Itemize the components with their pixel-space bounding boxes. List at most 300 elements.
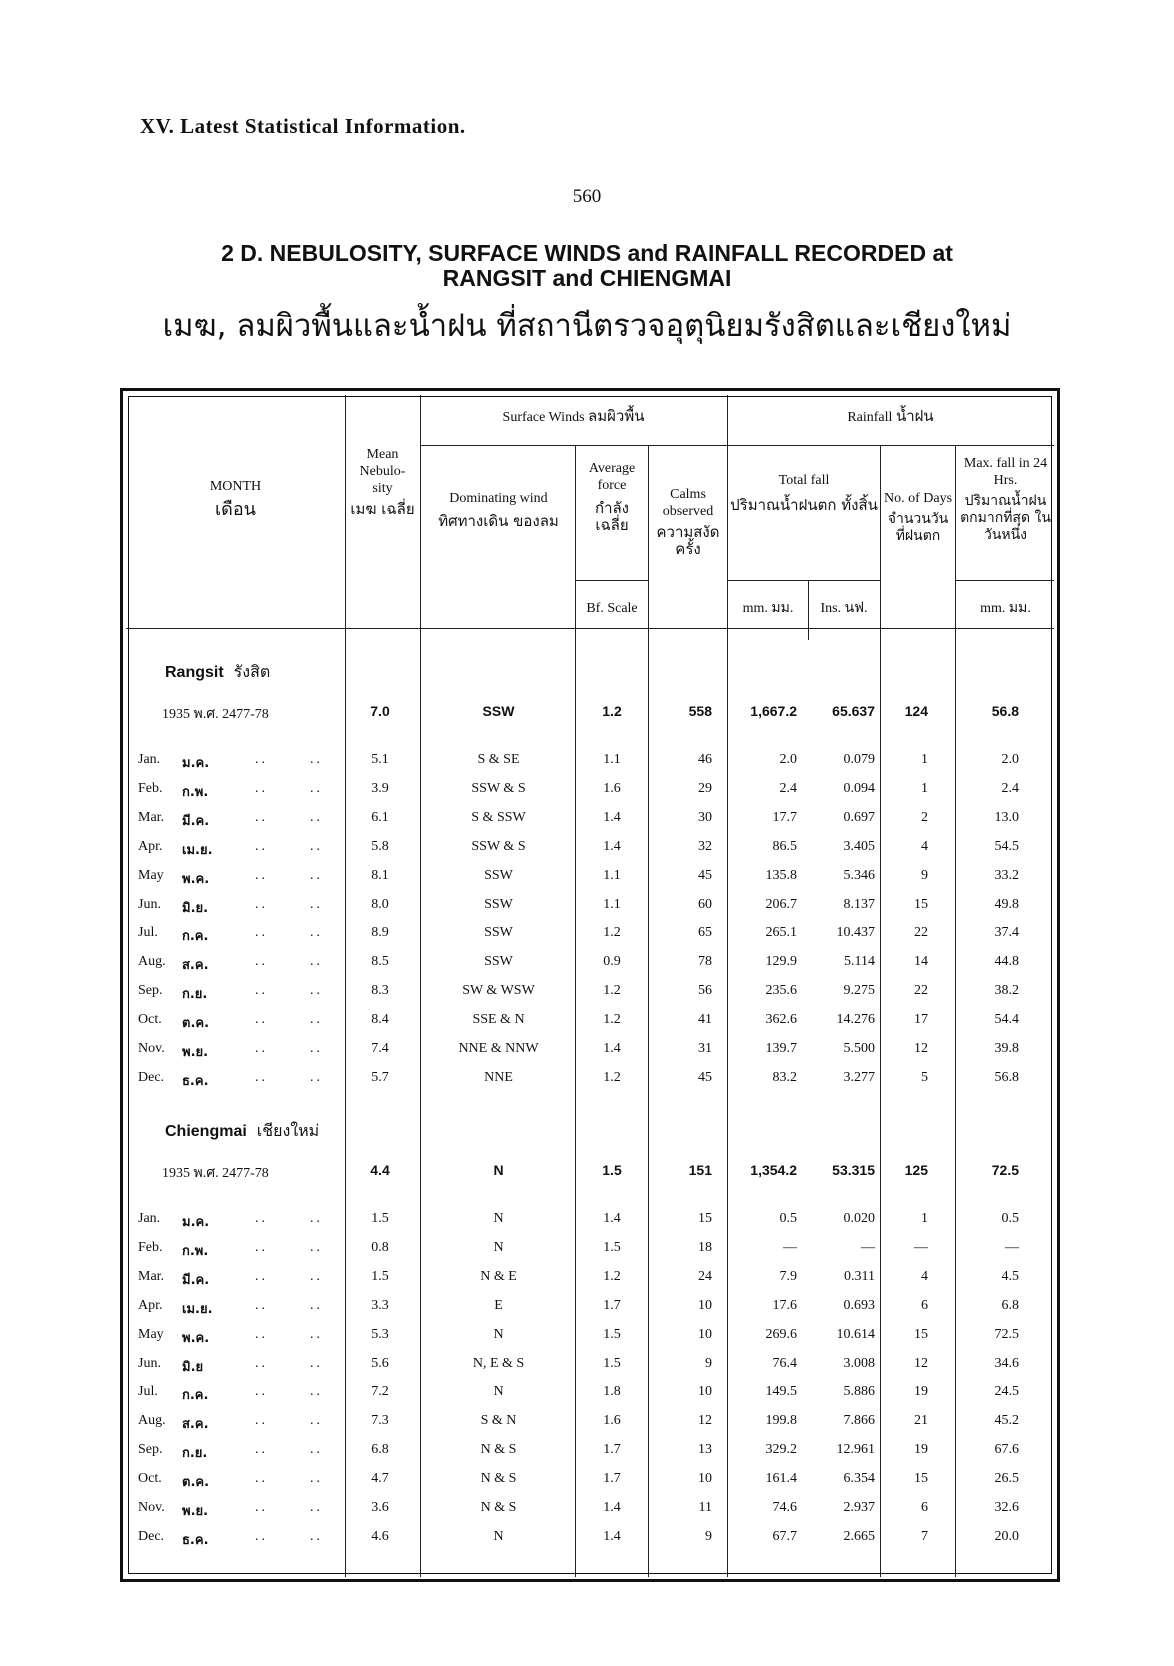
cell-mm: 149.5 xyxy=(765,1384,797,1399)
cell-wind: SSE & N xyxy=(472,1012,525,1027)
summary-label: 1935 พ.ศ. 2477-78 xyxy=(162,1166,269,1181)
cell-wind: N xyxy=(493,1529,504,1544)
cell-max: 26.5 xyxy=(994,1471,1019,1486)
cell-days: 14 xyxy=(914,954,928,969)
cell-wind: N xyxy=(493,1384,504,1399)
leader-dots: .. xyxy=(310,1012,323,1027)
cell-nebulosity: 8.9 xyxy=(371,925,389,940)
cell-nebulosity: 0.8 xyxy=(371,1240,389,1255)
summary-wind: N xyxy=(493,1162,504,1178)
month-th: มิ.ย. xyxy=(182,901,209,916)
cell-force: 1.1 xyxy=(603,752,621,767)
summary-max: 72.5 xyxy=(991,1162,1019,1178)
header-total-fall: Total fall ปริมาณน้ำฝนตก ทั้งสิ้น xyxy=(730,473,878,514)
cell-max: 34.6 xyxy=(994,1356,1019,1371)
cell-days: 5 xyxy=(921,1070,928,1085)
header-mm: mm. มม. xyxy=(742,601,794,616)
leader-dots: .. xyxy=(310,983,323,998)
leader-dots: .. xyxy=(255,839,268,854)
cell-mm: 139.7 xyxy=(765,1041,797,1056)
cell-nebulosity: 4.7 xyxy=(371,1471,389,1486)
summary-nebulosity: 4.4 xyxy=(370,1162,390,1178)
cell-calms: 24 xyxy=(698,1269,712,1284)
cell-max: 24.5 xyxy=(994,1384,1019,1399)
month-th: มี.ค. xyxy=(182,814,210,829)
cell-days: 15 xyxy=(914,1327,928,1342)
cell-calms: 78 xyxy=(698,954,712,969)
cell-max: 67.6 xyxy=(994,1442,1019,1457)
month-th: ส.ค. xyxy=(182,958,209,973)
cell-ins: 8.137 xyxy=(843,897,875,912)
summary-mm: 1,354.2 xyxy=(750,1162,797,1178)
cell-days: 6 xyxy=(921,1298,928,1313)
month-en: Dec. xyxy=(138,1529,165,1544)
cell-max: 33.2 xyxy=(994,868,1019,883)
cell-mm: 161.4 xyxy=(765,1471,797,1486)
leader-dots: .. xyxy=(310,1442,323,1457)
month-th: ก.พ. xyxy=(182,1244,209,1259)
month-th: ธ.ค. xyxy=(182,1074,209,1089)
header-divider xyxy=(955,580,1054,581)
cell-mm: 199.8 xyxy=(765,1413,797,1428)
month-en: Jun. xyxy=(138,897,161,912)
cell-wind: S & N xyxy=(480,1413,517,1428)
month-en: Jul. xyxy=(138,925,158,940)
month-th: ต.ค. xyxy=(182,1016,210,1031)
cell-days: 12 xyxy=(914,1041,928,1056)
month-th: ก.ย. xyxy=(182,987,208,1002)
leader-dots: .. xyxy=(255,1384,268,1399)
cell-wind: SSW & S xyxy=(471,839,526,854)
leader-dots: .. xyxy=(255,1041,268,1056)
cell-force: 0.9 xyxy=(603,954,621,969)
cell-nebulosity: 3.3 xyxy=(371,1298,389,1313)
leader-dots: .. xyxy=(310,810,323,825)
cell-days: 22 xyxy=(914,983,928,998)
cell-mm: 17.7 xyxy=(772,810,797,825)
leader-dots: .. xyxy=(310,897,323,912)
month-en: Aug. xyxy=(138,954,166,969)
cell-mm: 235.6 xyxy=(765,983,797,998)
leader-dots: .. xyxy=(255,1012,268,1027)
section-heading: XV. Latest Statistical Information. xyxy=(140,114,466,138)
station-name: Rangsit xyxy=(165,664,224,681)
month-en: Oct. xyxy=(138,1471,162,1486)
summary-calms: 151 xyxy=(688,1162,712,1178)
cell-wind: SSW xyxy=(484,925,513,940)
cell-days: 1 xyxy=(921,1211,928,1226)
cell-nebulosity: 8.0 xyxy=(371,897,389,912)
leader-dots: .. xyxy=(255,1471,268,1486)
leader-dots: .. xyxy=(255,954,268,969)
header-bottom-rule xyxy=(126,628,1054,629)
cell-max: 54.4 xyxy=(994,1012,1019,1027)
header-max-fall: Max. fall in 24 Hrs. ปริมาณน้ำฝน ตกมากที่สุด ในวันหนึ่ง xyxy=(960,456,1051,543)
leader-dots: .. xyxy=(310,1529,323,1544)
cell-ins: — xyxy=(861,1240,875,1255)
cell-ins: 5.886 xyxy=(843,1384,875,1399)
summary-max: 56.8 xyxy=(991,703,1019,719)
cell-days: 21 xyxy=(914,1413,928,1428)
header-divider xyxy=(575,580,648,581)
cell-ins: 14.276 xyxy=(836,1012,875,1027)
cell-nebulosity: 4.6 xyxy=(371,1529,389,1544)
cell-days: 12 xyxy=(914,1356,928,1371)
cell-ins: 7.866 xyxy=(843,1413,875,1428)
cell-max: 6.8 xyxy=(1001,1298,1019,1313)
cell-force: 1.6 xyxy=(603,1413,621,1428)
cell-ins: 0.079 xyxy=(843,752,875,767)
month-th: เม.ย. xyxy=(182,843,213,858)
cell-wind: NNE & NNW xyxy=(458,1041,539,1056)
cell-max: 39.8 xyxy=(994,1041,1019,1056)
month-en: Nov. xyxy=(138,1500,165,1515)
cell-wind: E xyxy=(494,1298,503,1313)
month-en: Jan. xyxy=(138,1211,161,1226)
leader-dots: .. xyxy=(310,1500,323,1515)
cell-max: 2.0 xyxy=(1001,752,1019,767)
column-divider xyxy=(648,445,649,1577)
cell-max: 2.4 xyxy=(1001,781,1019,796)
cell-days: 9 xyxy=(921,868,928,883)
table-title-line-1: 2 D. NEBULOSITY, SURFACE WINDS and RAINFALL RECORDED at xyxy=(221,240,953,266)
cell-ins: 5.114 xyxy=(844,954,875,969)
leader-dots: .. xyxy=(310,1384,323,1399)
cell-mm: 76.4 xyxy=(772,1356,797,1371)
cell-force: 1.4 xyxy=(603,1529,621,1544)
leader-dots: .. xyxy=(310,781,323,796)
cell-ins: 3.008 xyxy=(843,1356,875,1371)
station-name: Chiengmai xyxy=(165,1123,247,1140)
cell-calms: 30 xyxy=(698,810,712,825)
cell-mm: 74.6 xyxy=(772,1500,797,1515)
cell-mm: 129.9 xyxy=(765,954,797,969)
leader-dots: .. xyxy=(310,1269,323,1284)
cell-mm: 83.2 xyxy=(772,1070,797,1085)
header-divider xyxy=(420,445,1054,446)
cell-wind: N & E xyxy=(480,1269,517,1284)
cell-wind: SSW & S xyxy=(471,781,526,796)
cell-ins: 0.693 xyxy=(843,1298,875,1313)
column-divider xyxy=(420,395,421,1577)
leader-dots: .. xyxy=(255,1269,268,1284)
column-divider xyxy=(727,395,728,1577)
cell-max: 72.5 xyxy=(994,1327,1019,1342)
month-en: Aug. xyxy=(138,1413,166,1428)
cell-days: 22 xyxy=(914,925,928,940)
cell-max: 54.5 xyxy=(994,839,1019,854)
header-dominating-wind: Dominating wind ทิศทางเดิน ของลม xyxy=(438,491,559,530)
month-th: ธ.ค. xyxy=(182,1533,209,1548)
month-en: Jul. xyxy=(138,1384,158,1399)
leader-dots: .. xyxy=(255,983,268,998)
leader-dots: .. xyxy=(255,1442,268,1457)
cell-wind: SSW xyxy=(484,868,513,883)
leader-dots: .. xyxy=(255,868,268,883)
cell-ins: 0.311 xyxy=(844,1269,875,1284)
cell-mm: 17.6 xyxy=(772,1298,797,1313)
month-en: Mar. xyxy=(138,810,165,825)
leader-dots: .. xyxy=(255,1413,268,1428)
cell-wind: S & SE xyxy=(477,752,520,767)
header-bf-scale: Bf. Scale xyxy=(586,601,638,616)
cell-calms: 65 xyxy=(698,925,712,940)
summary-force: 1.5 xyxy=(602,1162,622,1178)
cell-nebulosity: 6.1 xyxy=(371,810,389,825)
leader-dots: .. xyxy=(310,839,323,854)
column-divider xyxy=(345,395,346,1577)
cell-calms: 13 xyxy=(698,1442,712,1457)
cell-mm: 86.5 xyxy=(772,839,797,854)
header-days: No. of Days จำนวนวัน ที่ฝนตก xyxy=(883,491,953,544)
cell-calms: 18 xyxy=(698,1240,712,1255)
cell-force: 1.5 xyxy=(603,1327,621,1342)
cell-days: 17 xyxy=(914,1012,928,1027)
cell-calms: 10 xyxy=(698,1471,712,1486)
station-heading xyxy=(165,660,270,685)
cell-nebulosity: 8.1 xyxy=(371,868,389,883)
cell-ins: 2.665 xyxy=(843,1529,875,1544)
cell-ins: 5.500 xyxy=(843,1041,875,1056)
cell-days: 19 xyxy=(914,1384,928,1399)
leader-dots: .. xyxy=(255,897,268,912)
cell-force: 1.1 xyxy=(603,868,621,883)
summary-mm: 1,667.2 xyxy=(750,703,797,719)
cell-ins: 2.937 xyxy=(843,1500,875,1515)
cell-mm: 0.5 xyxy=(779,1211,797,1226)
cell-max: 56.8 xyxy=(994,1070,1019,1085)
cell-force: 1.2 xyxy=(603,1269,621,1284)
cell-nebulosity: 7.2 xyxy=(371,1384,389,1399)
cell-force: 1.5 xyxy=(603,1240,621,1255)
month-th: พ.ค. xyxy=(182,1331,210,1346)
cell-wind: N & S xyxy=(480,1442,517,1457)
cell-mm: 135.8 xyxy=(765,868,797,883)
cell-nebulosity: 3.6 xyxy=(371,1500,389,1515)
cell-max: 37.4 xyxy=(994,925,1019,940)
cell-ins: 3.405 xyxy=(843,839,875,854)
summary-ins: 53.315 xyxy=(832,1162,875,1178)
cell-force: 1.7 xyxy=(603,1442,621,1457)
cell-ins: 10.614 xyxy=(836,1327,875,1342)
cell-mm: 2.4 xyxy=(779,781,797,796)
cell-mm: 265.1 xyxy=(765,925,797,940)
cell-force: 1.5 xyxy=(603,1356,621,1371)
cell-days: 1 xyxy=(921,752,928,767)
cell-force: 1.2 xyxy=(603,1070,621,1085)
month-th: ม.ค. xyxy=(182,1215,210,1230)
cell-wind: N xyxy=(493,1240,504,1255)
cell-nebulosity: 5.6 xyxy=(371,1356,389,1371)
leader-dots: .. xyxy=(255,1529,268,1544)
cell-calms: 29 xyxy=(698,781,712,796)
cell-mm: 206.7 xyxy=(765,897,797,912)
cell-wind: N xyxy=(493,1211,504,1226)
month-th: ม.ค. xyxy=(182,756,210,771)
cell-days: 15 xyxy=(914,897,928,912)
month-th: ส.ค. xyxy=(182,1417,209,1432)
cell-calms: 46 xyxy=(698,752,712,767)
cell-max: 13.0 xyxy=(994,810,1019,825)
cell-calms: 60 xyxy=(698,897,712,912)
cell-calms: 12 xyxy=(698,1413,712,1428)
cell-wind: N & S xyxy=(480,1500,517,1515)
cell-days: — xyxy=(914,1240,928,1255)
month-th: เม.ย. xyxy=(182,1302,213,1317)
summary-days: 124 xyxy=(904,703,928,719)
cell-force: 1.1 xyxy=(603,897,621,912)
month-en: Nov. xyxy=(138,1041,165,1056)
cell-wind: SSW xyxy=(484,897,513,912)
cell-days: 2 xyxy=(921,810,928,825)
cell-days: 15 xyxy=(914,1471,928,1486)
header-mm-max: mm. มม. xyxy=(980,601,1031,616)
month-en: May xyxy=(138,868,164,883)
summary-label: 1935 พ.ศ. 2477-78 xyxy=(162,707,269,722)
cell-force: 1.7 xyxy=(603,1298,621,1313)
cell-max: 32.6 xyxy=(994,1500,1019,1515)
leader-dots: .. xyxy=(310,752,323,767)
cell-max: 4.5 xyxy=(1001,1269,1019,1284)
month-th: ก.ค. xyxy=(182,929,209,944)
summary-ins: 65.637 xyxy=(832,703,875,719)
page-number: 560 xyxy=(572,186,602,207)
cell-nebulosity: 7.3 xyxy=(371,1413,389,1428)
leader-dots: .. xyxy=(310,1041,323,1056)
cell-force: 1.2 xyxy=(603,1012,621,1027)
leader-dots: .. xyxy=(310,1211,323,1226)
cell-calms: 10 xyxy=(698,1327,712,1342)
month-en: Jun. xyxy=(138,1356,161,1371)
leader-dots: .. xyxy=(255,1356,268,1371)
summary-days: 125 xyxy=(904,1162,928,1178)
leader-dots: .. xyxy=(310,1070,323,1085)
cell-force: 1.8 xyxy=(603,1384,621,1399)
month-th: ก.ค. xyxy=(182,1388,209,1403)
cell-mm: 67.7 xyxy=(772,1529,797,1544)
cell-calms: 15 xyxy=(698,1211,712,1226)
cell-force: 1.4 xyxy=(603,1211,621,1226)
header-divider xyxy=(727,580,880,581)
cell-mm: 269.6 xyxy=(765,1327,797,1342)
cell-ins: 6.354 xyxy=(843,1471,875,1486)
cell-force: 1.4 xyxy=(603,839,621,854)
header-nebulosity: Mean Nebulo- sity เมฆ เฉลี่ย xyxy=(350,447,415,518)
month-en: Feb. xyxy=(138,781,163,796)
cell-ins: 10.437 xyxy=(836,925,875,940)
leader-dots: .. xyxy=(255,925,268,940)
leader-dots: .. xyxy=(255,752,268,767)
month-en: Apr. xyxy=(138,1298,163,1313)
station-name-thai: เชียงใหม่ xyxy=(256,1121,320,1140)
cell-nebulosity: 6.8 xyxy=(371,1442,389,1457)
cell-max: 38.2 xyxy=(994,983,1019,998)
cell-calms: 45 xyxy=(698,868,712,883)
cell-force: 1.4 xyxy=(603,810,621,825)
leader-dots: .. xyxy=(255,1240,268,1255)
month-th: ก.ย. xyxy=(182,1446,208,1461)
leader-dots: .. xyxy=(255,781,268,796)
cell-calms: 31 xyxy=(698,1041,712,1056)
header-calms: Calms observed ความสงัด ครั้ง xyxy=(656,487,720,558)
month-th: พ.ย. xyxy=(182,1045,209,1060)
cell-max: 0.5 xyxy=(1001,1211,1019,1226)
cell-wind: N & S xyxy=(480,1471,517,1486)
cell-calms: 10 xyxy=(698,1298,712,1313)
cell-nebulosity: 7.4 xyxy=(371,1041,389,1056)
cell-nebulosity: 1.5 xyxy=(371,1211,389,1226)
header-average-force: Average force กำลัง เฉลี่ย xyxy=(588,461,636,534)
leader-dots: .. xyxy=(255,1070,268,1085)
cell-days: 19 xyxy=(914,1442,928,1457)
cell-wind: N, E & S xyxy=(472,1356,525,1371)
header-ins: Ins. นฟ. xyxy=(820,601,868,616)
month-th: มิ.ย xyxy=(182,1360,204,1375)
cell-nebulosity: 8.4 xyxy=(371,1012,389,1027)
month-th: ต.ค. xyxy=(182,1475,210,1490)
cell-calms: 56 xyxy=(698,983,712,998)
station-name-thai: รังสิต xyxy=(233,662,271,681)
month-en: Sep. xyxy=(138,1442,163,1457)
leader-dots: .. xyxy=(310,1240,323,1255)
leader-dots: .. xyxy=(310,954,323,969)
header-rainfall: Rainfall น้ำฝน xyxy=(847,407,934,425)
leader-dots: .. xyxy=(255,1211,268,1226)
cell-ins: 0.020 xyxy=(843,1211,875,1226)
cell-nebulosity: 5.8 xyxy=(371,839,389,854)
cell-days: 7 xyxy=(921,1529,928,1544)
cell-force: 1.2 xyxy=(603,925,621,940)
cell-max: 44.8 xyxy=(994,954,1019,969)
leader-dots: .. xyxy=(310,1413,323,1428)
month-th: ก.พ. xyxy=(182,785,209,800)
cell-mm: 329.2 xyxy=(765,1442,797,1457)
cell-mm: — xyxy=(783,1240,797,1255)
month-en: Feb. xyxy=(138,1240,163,1255)
header-month: MONTH เดือน xyxy=(209,479,262,520)
cell-ins: 5.346 xyxy=(843,868,875,883)
cell-ins: 3.277 xyxy=(843,1070,875,1085)
leader-dots: .. xyxy=(255,1500,268,1515)
cell-mm: 362.6 xyxy=(765,1012,797,1027)
cell-nebulosity: 1.5 xyxy=(371,1269,389,1284)
cell-force: 1.2 xyxy=(603,983,621,998)
month-th: มี.ค. xyxy=(182,1273,210,1288)
cell-nebulosity: 8.3 xyxy=(371,983,389,998)
cell-days: 4 xyxy=(921,839,928,854)
month-en: Jan. xyxy=(138,752,161,767)
summary-nebulosity: 7.0 xyxy=(370,703,390,719)
table-title-thai: เมฆ, ลมผิวพื้นและน้ำฝน ที่สถานีตรวจอุตุนิยมรังสิตและเชียงใหม่ xyxy=(162,308,1012,344)
cell-nebulosity: 5.7 xyxy=(371,1070,389,1085)
station-heading xyxy=(165,1119,319,1144)
month-en: Oct. xyxy=(138,1012,162,1027)
cell-max: — xyxy=(1005,1240,1019,1255)
cell-days: 1 xyxy=(921,781,928,796)
cell-calms: 11 xyxy=(698,1500,712,1515)
header-surface-winds: Surface Winds ลมผิวพื้น xyxy=(502,407,645,425)
leader-dots: .. xyxy=(255,1327,268,1342)
leader-dots: .. xyxy=(310,1471,323,1486)
cell-mm: 7.9 xyxy=(779,1269,797,1284)
leader-dots: .. xyxy=(310,868,323,883)
cell-nebulosity: 8.5 xyxy=(371,954,389,969)
cell-mm: 2.0 xyxy=(779,752,797,767)
cell-max: 45.2 xyxy=(994,1413,1019,1428)
table-title-line-2: RANGSIT and CHIENGMAI xyxy=(442,265,732,291)
leader-dots: .. xyxy=(255,1298,268,1313)
cell-ins: 0.094 xyxy=(843,781,875,796)
